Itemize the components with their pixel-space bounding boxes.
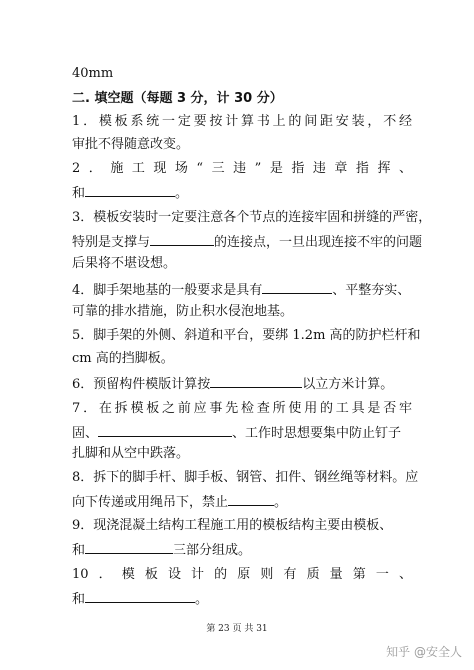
question-1-line-1: 1．模板系统一定要按计算书上的间距安装，不经 [72, 114, 412, 129]
question-3-line-3: 后果将不堪设想。 [72, 256, 177, 271]
question-7-text-a: 固、 [72, 426, 99, 441]
page-footer: 第 23 页 共 31 [206, 624, 268, 634]
question-4-text-a: 4．脚手架地基的一般要求是具有 [72, 283, 263, 298]
question-2-line-1: 2．施工现场“三违”是指违章指挥、 [72, 161, 412, 176]
question-10-line-1: 10．模板设计的原则有质量第一、 [72, 567, 412, 582]
question-6-text-a: 6．预留构件模版计算按 [72, 377, 211, 392]
question-1-line-2: 审批不得随意改变。 [72, 137, 190, 152]
question-6-text-b: 以立方米计算。 [302, 377, 394, 392]
question-3-line-2 [72, 233, 422, 251]
question-2-text-a: 和 [72, 186, 86, 201]
answer-blank [85, 541, 173, 554]
question-7-line-1: 7．在拆模板之前应事先检查所使用的工具是否牢 [72, 401, 412, 416]
question-4-text-b: 、平整夯实、 [332, 283, 411, 298]
answer-blank [210, 375, 302, 388]
question-6-line-1 [72, 375, 393, 393]
answer-blank [262, 281, 332, 294]
question-8-text-a: 向下传递或用绳吊下，禁止 [72, 495, 229, 510]
question-2-line-2 [72, 184, 188, 202]
watermark: 知乎 @安全人 [386, 645, 462, 659]
answer-blank [228, 493, 274, 506]
question-5-line-1: 5．脚手架的外侧、斜道和平台，要绑 1.2m 高的防护栏杆和 [72, 328, 421, 343]
question-10-text-b: 。 [195, 592, 209, 607]
question-9-text-a: 和 [72, 543, 86, 558]
question-7-line-3: 扎脚和从空中跌落。 [72, 446, 190, 461]
answer-blank [150, 233, 214, 246]
question-2-text-b: 。 [175, 186, 189, 201]
question-3-text-b: 的连接点，一旦出现连接不牢的问题 [214, 235, 423, 250]
answer-blank [98, 424, 232, 437]
question-9-line-2 [72, 541, 251, 559]
question-9-line-1: 9．现浇混凝土结构工程施工用的模板结构主要由模板、 [72, 518, 393, 533]
question-8-line-1: 8．拆下的脚手杆、脚手板、钢管、扣件、钢丝绳等材料。应 [72, 470, 419, 485]
question-3-text-a: 特别是支撑与 [72, 235, 151, 250]
question-10-line-2 [72, 590, 208, 608]
question-8-text-b: 。 [274, 495, 288, 510]
answer-blank [85, 184, 175, 197]
question-4-line-1 [72, 281, 410, 299]
question-8-line-2 [72, 493, 287, 511]
question-9-text-b: 三部分组成。 [173, 543, 252, 558]
question-10-text-a: 和 [72, 592, 86, 607]
question-3-line-1: 3．模板安装时一定要注意各个节点的连接牢固和拼缝的严密， [72, 210, 432, 225]
question-7-line-2 [72, 424, 401, 442]
question-7-text-b: 、工作时思想要集中防止钉子 [232, 426, 402, 441]
previous-question-fragment: 40mm [72, 66, 114, 81]
section-title: 二. 填空题（每题 3 分，计 30 分） [72, 91, 283, 106]
answer-blank [85, 590, 195, 603]
question-4-line-2: 可靠的排水措施，防止积水侵泡地基。 [72, 304, 294, 319]
question-5-line-2: cm 高的挡脚板。 [72, 351, 174, 366]
